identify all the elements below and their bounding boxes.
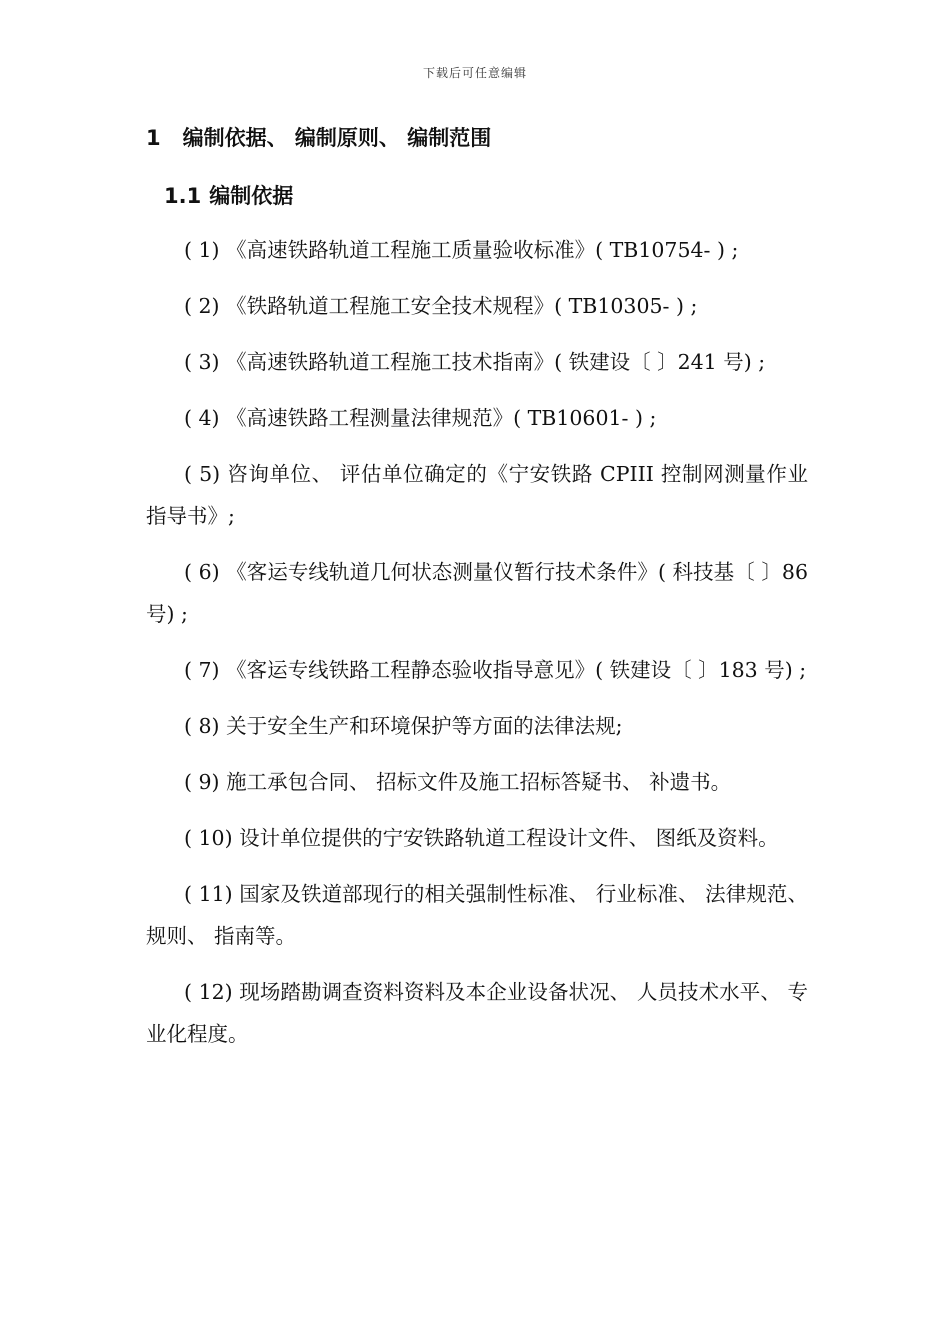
subsection-title: 编制依据 (209, 184, 294, 208)
list-item: ( 10) 设计单位提供的宁安铁路轨道工程设计文件、 图纸及资料。 (184, 826, 779, 850)
list-item: ( 4) 《高速铁路工程测量法律规范》( TB10601- ) ; (184, 406, 657, 430)
section-heading (146, 122, 491, 152)
list-item: ( 7) 《客运专线铁路工程静态验收指导意见》( 铁建设〔 〕183 号) ; (184, 658, 807, 682)
section-number: 1 (146, 126, 161, 150)
basis-list (146, 229, 808, 1069)
list-item: ( 2) 《铁路轨道工程施工安全技术规程》( TB10305- ) ; (184, 294, 698, 318)
list-item: ( 3) 《高速铁路轨道工程施工技术指南》( 铁建设〔 〕241 号) ; (184, 350, 766, 374)
subsection-heading (164, 180, 293, 210)
list-item: ( 11) 国家及铁道部现行的相关强制性标准、 行业标准、 法律规范、 规则、 指南等。 (146, 882, 808, 948)
section-title: 编制依据、 编制原则、 编制范围 (182, 126, 492, 150)
list-item: ( 5) 咨询单位、 评估单位确定的《宁安铁路 CPIII 控制网测量作业指导书》; (146, 462, 808, 528)
list-item: ( 9) 施工承包合同、 招标文件及施工招标答疑书、 补遗书。 (184, 770, 732, 794)
list-item: ( 6) 《客运专线轨道几何状态测量仪暂行技术条件》( 科技基〔 〕86 号) ; (146, 560, 808, 626)
list-item: ( 12) 现场踏勘调查资料资料及本企业设备状况、 人员技术水平、 专业化程度。 (146, 980, 808, 1046)
subsection-number: 1.1 (164, 184, 202, 208)
list-item: ( 8) 关于安全生产和环境保护等方面的法律法规; (184, 714, 623, 738)
list-item: ( 1) 《高速铁路轨道工程施工质量验收标准》( TB10754- ) ; (184, 238, 739, 262)
page-header: 下载后可任意编辑 (422, 66, 527, 80)
